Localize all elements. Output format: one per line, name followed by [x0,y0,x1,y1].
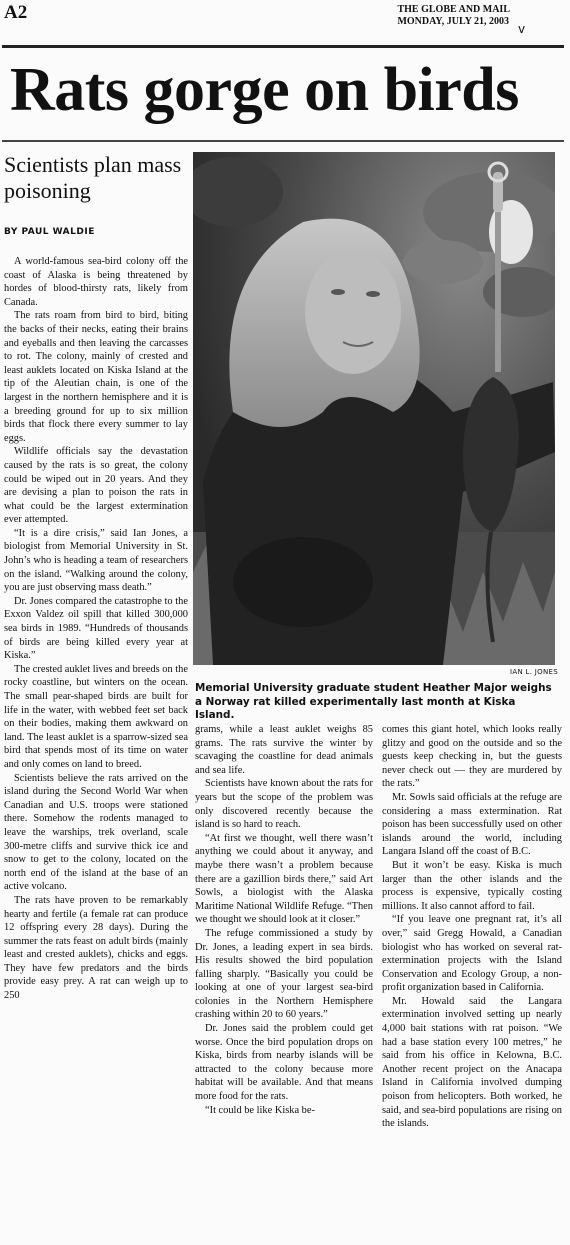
top-rule [2,45,564,48]
paragraph: Mr. Howald said the Langara extermination involved setting up nearly 4,000 bait stations with rat poison. “We had a base station every 100 metres,” he said from his office in Kelowna, B.C. Another recent project on the Anacapa Island in California involved dumping poison from helicopters. Both worked, he said, and sea-bird populations are rising on the islands. [382,995,562,1130]
paragraph: But it won’t be easy. Kiska is much larger than the other islands and the process is expensive, typically costing millions. It also cannot afford to fail. [382,859,562,912]
paragraph: The refuge commissioned a study by Dr. Jones, a leading expert in sea birds. His results showed the bird population falling sharply. “Basically you could be looking at one of your largest sea-bird colonies in the Northern Hemisphere crashing within 20 to 60 years.” [195,927,373,1021]
newspaper-name: THE GLOBE AND MAIL [397,4,510,15]
paragraph: comes this giant hotel, which looks really glitzy and good on the outside and so the guests keep checking in, but the guests never check out — they are murdered by the rats.” [382,724,562,790]
paragraph: “If you leave one pregnant rat, it’s all over,” said Gregg Howald, a Canadian biologist who has worked on several rat-extermination projects with the Island Conservation and Ecology Group, a non-profit organization based in California. [382,914,562,994]
photo-image [193,152,555,665]
paragraph: A world-famous sea-bird colony off the coast of Alaska is being threatened by hordes of blood-thirsty rats, likely from Canada. [4,256,188,308]
paragraph: Dr. Jones said the problem could get worse. Once the bird population drops on Kiska, birds from nearby islands will be attracted to the colony because more habitat will be available. And that means more food for the rats. [195,1023,373,1103]
headline: Rats gorge on birds [10,56,519,124]
subheadline: Scientists plan mass poisoning [4,152,182,203]
paragraph: The crested auklet lives and breeds on the rocky coastline, but winters on the ocean. The small pear-shaped birds are built for life in the water, with webbed feet set back on their bodies, making them awkward on land. The least auklet is a sparrow-sized sea bird that spends most of its time on water and only comes on land to breed. [4,663,188,770]
byline: BY PAUL WALDIE [4,227,95,237]
paragraph: The rats have proven to be remarkably hearty and fertile (a female rat can produce 12 offspring every 28 days). During the summer the rats feast on adult birds (mainly least and crested auklets), chicks and eggs. They have few predators and the birds provide easy prey. A rat can weigh up to 250 [4,894,188,1002]
masthead [397,4,510,28]
page-number: A2 [4,2,28,23]
paragraph: “It is a dire crisis,” said Ian Jones, a biologist from Memorial University in St. John’s who is heading a team of researchers on the island. “Walking around the colony, you are just observing mass death.” [4,527,188,594]
paragraph: grams, while a least auklet weighs 85 grams. The rats survive the winter by scavaging the coastline for dead animals and sea life. [195,724,373,776]
article-column-3 [382,723,562,1131]
paragraph: Scientists believe the rats arrived on the island during the Second World War when Canadian and U.S. troops were stationed there. Somehow the rodents managed to leave the warships, trek overland, scale 300-metre cliffs and survive thick ice and snow to get to the colony, located on the north end of the island at the base of an active volcano. [4,772,188,893]
paragraph: “At first we thought, well there wasn’t anything we could about it anyway, and maybe there wasn’t a problem because there are a gazillion birds there,” said Art Sowls, a biologist with the Alaska Maritime National Wildlife Refuge. “Then we thought we should look at it closer.” [195,832,373,926]
article-column-1 [4,255,188,1003]
paragraph: Mr. Sowls said officials at the refuge are considering a mass extermination. Rat poison has been successfully used on other islands around the world, including Langara Island off the coast of B.C. [382,791,562,858]
news-photo [193,152,555,665]
article-column-2 [195,723,373,1117]
paragraph: Scientists have known about the rats for years but the scope of the problem was only discovered recently because the island is so hard to reach. [195,778,373,831]
issue-date: MONDAY, JULY 21, 2003 [397,16,510,27]
photo-credit: IAN L. JONES [510,668,558,676]
photo-caption: Memorial University graduate student Heather Major weighs a Norway rat killed experimentally last month at Kiska Island. [195,682,552,721]
paragraph: “It could be like Kiska be- [205,1104,315,1116]
headline-rule [2,140,564,142]
paragraph: The rats roam from bird to bird, biting the backs of their necks, eating their brains and eyeballs and then leaving the carcasses to rot. The colony, mainly of crested and least auklets located on Kiska Island at the tip of the Aleutian chain, is one of the largest in the northern hemisphere and it is a breeding ground for up to six million birds that flock there every summer to lay eggs. [4,310,188,444]
paragraph: Dr. Jones compared the catastrophe to the Exxon Valdez oil spill that killed 300,000 sea birds in 1989. “Hundreds of thousands of birds are being killed every year at Kiska.” [4,595,188,662]
paragraph: Wildlife officials say the devastation caused by the rats is so great, the colony could be wiped out in 20 years. And they are devising a plan to poison the rats in what could be the largest extermination ever attempted. [4,446,188,526]
chevron-down-icon: v [518,22,526,36]
